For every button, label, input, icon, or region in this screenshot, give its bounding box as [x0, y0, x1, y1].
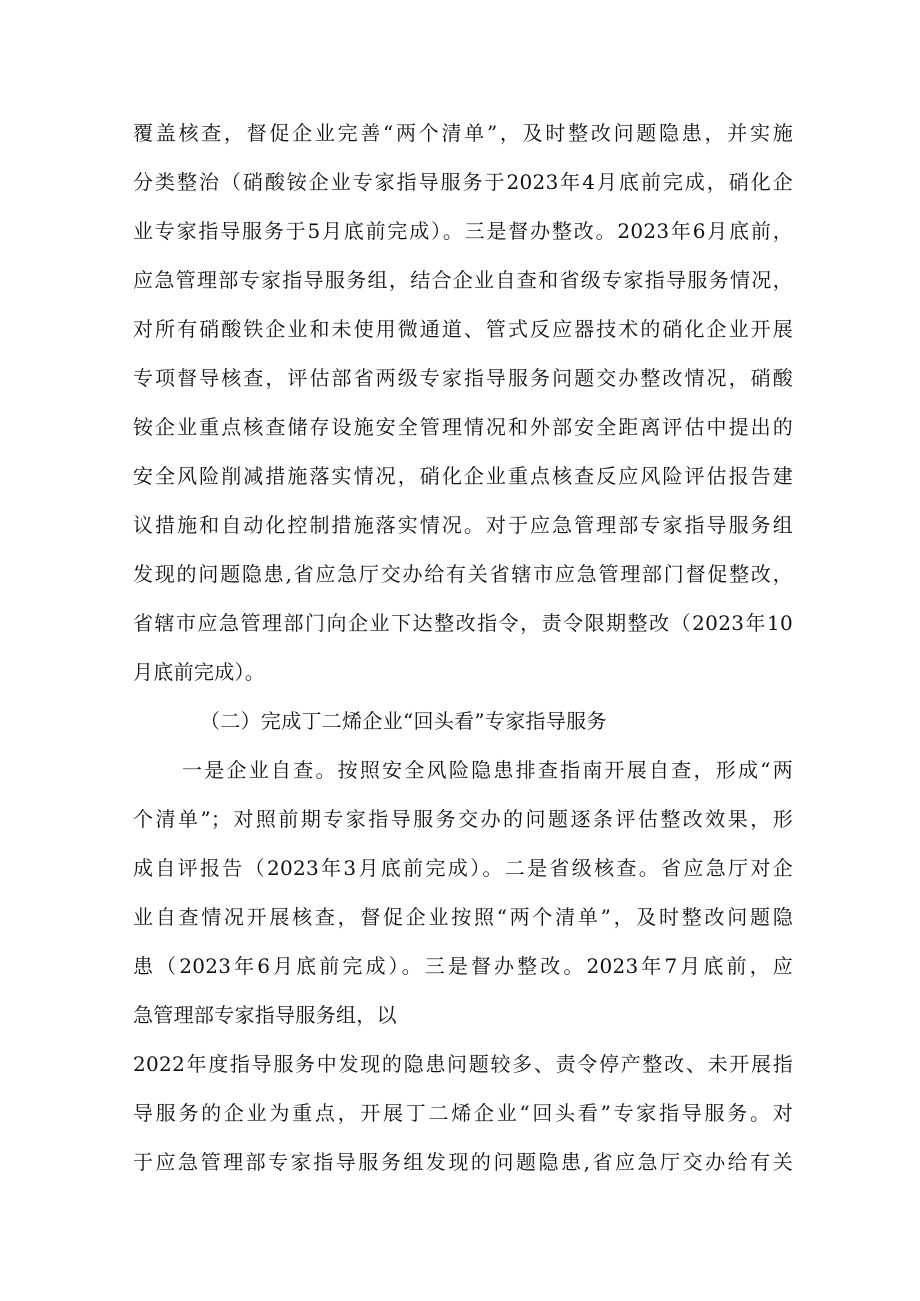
text-line: 业自查情况开展核查，督促企业按照“两个清单”，及时整改问题隐 — [133, 905, 793, 929]
text-line: 业专家指导服务于5月底前完成）。三是督办整改。2023年6月底前， — [133, 219, 793, 243]
text-line: 一是企业自查。按照安全风险隐患排查指南开展自查，形成“两 — [182, 758, 793, 782]
text-line: 成自评报告（2023年3月底前完成）。二是省级核查。省应急厅对企 — [133, 856, 793, 880]
text-line: 导服务的企业为重点，开展丁二烯企业“回头看”专家指导服务。对 — [133, 1101, 793, 1125]
text-line: 安全风险削减措施落实情况，硝化企业重点核查反应风险评估报告建 — [133, 464, 793, 488]
text-line: 个清单”；对照前期专家指导服务交办的问题逐条评估整改效果，形 — [133, 807, 793, 831]
text-line: 议措施和自动化控制措施落实情况。对于应急管理部专家指导服务组 — [133, 513, 793, 537]
text-line: 省辖市应急管理部门向企业下达整改指令，责令限期整改（2023年10 — [133, 611, 793, 635]
text-line: 急管理部专家指导服务组，以 — [133, 1003, 397, 1027]
text-line: 专项督导核查，评估部省两级专家指导服务问题交办整改情况，硝酸 — [133, 366, 793, 390]
text-line: 铵企业重点核查储存设施安全管理情况和外部安全距离评估中提出的 — [133, 415, 793, 439]
section-heading: （二）完成丁二烯企业“回头看”专家指导服务 — [200, 709, 607, 733]
text-line: 于应急管理部专家指导服务组发现的问题隐患,省应急厅交办给有关 — [133, 1150, 793, 1174]
text-line: 应急管理部专家指导服务组，结合企业自查和省级专家指导服务情况， — [133, 268, 793, 292]
text-line: 分类整治（硝酸铵企业专家指导服务于2023年4月底前完成，硝化企 — [133, 170, 793, 194]
text-line: 对所有硝酸铁企业和未使用微通道、管式反应器技术的硝化企业开展 — [133, 317, 793, 341]
text-line: 覆盖核查，督促企业完善“两个清单”，及时整改问题隐患，并实施 — [133, 121, 793, 145]
text-line: 2022年度指导服务中发现的隐患问题较多、责令停产整改、未开展指 — [133, 1052, 793, 1076]
text-line: 月底前完成）。 — [133, 660, 266, 684]
text-line: 发现的问题隐患,省应急厅交办给有关省辖市应急管理部门督促整改， — [133, 562, 793, 586]
text-line: 患（2023年6月底前完成）。三是督办整改。2023年7月底前，应 — [133, 954, 793, 978]
